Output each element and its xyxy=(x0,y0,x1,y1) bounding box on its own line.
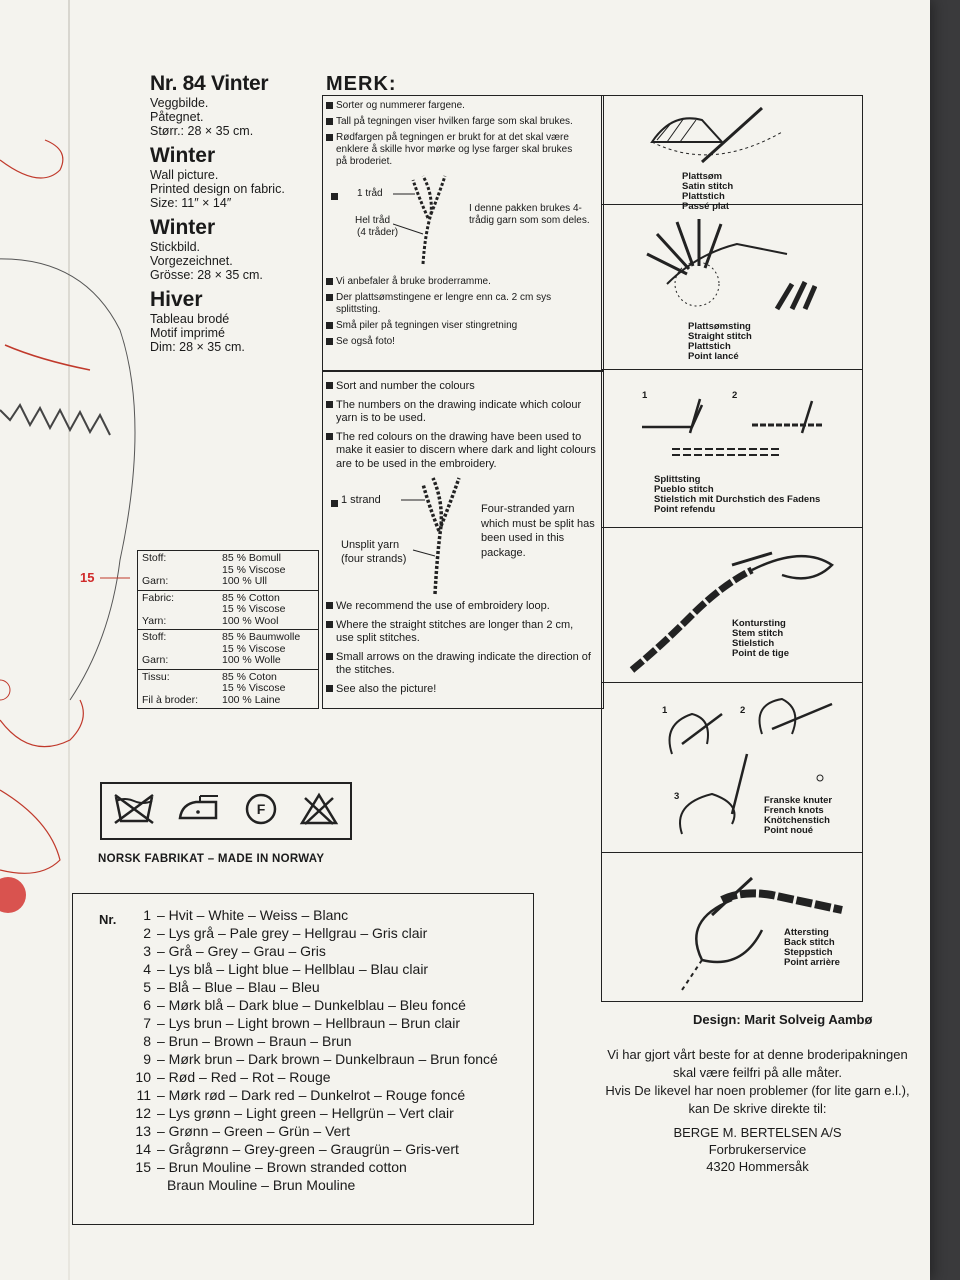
strand-note: I denne pakken brukes 4-trådig garn som som deles. xyxy=(469,203,590,226)
note-item: See also the picture! xyxy=(323,683,603,697)
note-item: We recommend the use of embroidery loop. xyxy=(323,600,603,614)
color-item: 2 – Lys grå – Pale grey – Hellgrau – Gris clair xyxy=(143,925,428,941)
strand-label: (four strands) xyxy=(341,553,407,565)
title-de: Winter xyxy=(150,216,216,239)
title-no-line: Størr.: 28 × 35 cm. xyxy=(150,124,254,138)
title-fr-line: Dim: 28 × 35 cm. xyxy=(150,340,245,354)
drawing-label-15: 15 xyxy=(80,570,95,585)
fabric-value: 85 % Baumwolle xyxy=(222,631,301,643)
strand-label: (4 tråder) xyxy=(357,227,399,238)
note-item: Rødfargen på tegningen er brukt for at det skal være enklere å skille hvor mørke og lyse farger skal brukes på broderiet. xyxy=(323,132,603,168)
notes-divider xyxy=(323,370,603,372)
color-item: 11 – Mørk rød – Dark red – Dunkelrot – Rouge foncé xyxy=(136,1087,466,1103)
title-fr-line: Motif imprimé xyxy=(150,326,226,340)
notes-norwegian-2 xyxy=(323,276,603,352)
fabric-group-de xyxy=(138,630,318,670)
care-symbols xyxy=(100,782,352,840)
title-de-line: Vorgezeichnet. xyxy=(150,254,233,268)
fabric-value: 15 % Viscose xyxy=(222,642,286,655)
stitch-split xyxy=(602,369,862,528)
color-item: 10 – Rød – Red – Rot – Rouge xyxy=(135,1069,331,1085)
svg-text:F: F xyxy=(256,800,266,817)
consumer-note: Vi har gjort vårt beste for at denne broderipakningen skal være feilfri på alle måter. Hvis De likevel har noen problemer (for lite garn e.l.), kan De skrive direkte til: BERGE M. BERTELSEN A/S Forbrukerservice 4320 Hommersåk xyxy=(590,1046,925,1175)
title-en-line: Size: 11″ × 14″ xyxy=(150,196,232,210)
color-item: 1 – Hvit – White – Weiss – Blanc xyxy=(143,907,349,923)
no-bleach-icon xyxy=(299,792,339,831)
title-de-line: Stickbild. xyxy=(150,240,201,254)
title-fr-line: Tableau brodé xyxy=(150,312,230,326)
fabric-value: 15 % Viscose xyxy=(222,563,286,576)
title-en: Winter xyxy=(150,144,216,167)
dry-clean-f-icon xyxy=(244,792,278,831)
no-wash-30-icon xyxy=(113,793,155,830)
company-address: BERGE M. BERTELSEN A/S Forbrukerservice 4320 Hommersåk xyxy=(673,1125,842,1174)
color-legend xyxy=(72,893,534,1225)
fabric-content-table xyxy=(137,550,319,709)
step-number: 2 xyxy=(740,705,746,716)
fabric-label: Tissu: xyxy=(142,670,170,683)
title-no-line: Påtegnet. xyxy=(150,110,204,124)
title-block xyxy=(150,72,325,354)
stitch-stem xyxy=(602,527,862,683)
note-item: The red colours on the drawing have been used to make it easier to discern where dark and light colours are to be used in the embroidery. xyxy=(323,431,603,472)
title-no: Nr. 84 Vinter xyxy=(150,72,269,95)
note-item: Where the straight stitches are longer than 2 cm, use split stitches. xyxy=(323,619,603,646)
fabric-value: 85 % Cotton xyxy=(222,591,280,604)
merk-title: MERK: xyxy=(326,73,397,95)
title-de-line: Grösse: 28 × 35 cm. xyxy=(150,268,263,282)
note-item: Der plattsømstingene er lengre enn ca. 2 cm sys splittsting. xyxy=(323,292,603,316)
color-item: 12 – Lys grønn – Light green – Hellgrün – Vert clair xyxy=(135,1105,454,1121)
fabric-label: Garn: xyxy=(142,654,169,666)
fabric-label: Fabric: xyxy=(142,591,175,604)
stitch-straight xyxy=(602,204,862,370)
stitch-names: Plattsømsting Straight stitch Plattstich Point lancé xyxy=(688,321,752,362)
note-item: Sorter og nummerer fargene. xyxy=(323,100,603,112)
step-number: 1 xyxy=(662,705,668,716)
fabric-group-no xyxy=(138,551,318,591)
fabric-value: 100 % Laine xyxy=(222,693,281,706)
notes-box xyxy=(322,95,604,709)
fabric-value: 85 % Coton xyxy=(222,670,277,683)
title-en-line: Wall picture. xyxy=(150,168,219,182)
stitch-names: Splittsting Pueblo stitch Stielstich mit Durchstich des Fadens Point refendu xyxy=(654,474,821,515)
stitch-names: Franske knuter French knots Knötchenstich Point noué xyxy=(764,795,833,836)
fabric-value: 85 % Bomull xyxy=(222,552,281,564)
stitch-french-knot xyxy=(602,682,862,853)
strand-label: 1 tråd xyxy=(357,188,383,199)
color-item: 6 – Mørk blå – Dark blue – Dunkelblau – Bleu foncé xyxy=(143,997,466,1013)
notes-norwegian xyxy=(323,100,603,172)
fabric-label: Yarn: xyxy=(142,614,167,627)
note-bullet xyxy=(331,500,338,507)
stitch-guide xyxy=(601,95,863,1002)
split-stitch-icon xyxy=(632,397,832,467)
notes-english-2 xyxy=(323,600,603,701)
note-item: Se også foto! xyxy=(323,336,603,348)
color-item: 4 – Lys blå – Light blue – Hellblau – Blau clair xyxy=(143,961,429,977)
color-legend-nr: Nr. xyxy=(99,912,117,927)
designer-credit: Design: Marit Solveig Aambø xyxy=(693,1012,873,1027)
fabric-value: 15 % Viscose xyxy=(222,603,286,615)
note-item: Sort and number the colours xyxy=(323,380,603,394)
step-number: 3 xyxy=(674,791,680,802)
step-number: 1 xyxy=(642,390,648,401)
fabric-value: 100 % Wolle xyxy=(222,654,281,666)
fabric-value: 100 % Wool xyxy=(222,614,279,627)
fabric-group-fr xyxy=(138,670,318,709)
title-en-line: Printed design on fabric. xyxy=(150,182,285,196)
note-item: Små piler på tegningen viser stingretning xyxy=(323,320,603,332)
made-in-norway: NORSK FABRIKAT – MADE IN NORWAY xyxy=(98,853,325,865)
fabric-label: Stoff: xyxy=(142,631,167,643)
fabric-group-en xyxy=(138,591,318,631)
color-item: 5 – Blå – Blue – Blau – Bleu xyxy=(143,979,320,995)
stitch-names: Kontursting Stem stitch Stielstich Point de tige xyxy=(732,618,789,659)
color-list xyxy=(129,906,498,1194)
yarn-strand-icon xyxy=(393,174,463,266)
color-item: 7 – Lys brun – Light brown – Hellbraun – Brun clair xyxy=(143,1015,460,1031)
color-item: 15 – Brun Mouline – Brown stranded cotton xyxy=(135,1159,407,1175)
strand-note: Four-stranded yarn which must be split has been used in this package. xyxy=(481,503,595,559)
strand-label: Unsplit yarn xyxy=(341,539,400,551)
stitch-names: Plattsøm Satin stitch Plattstich Passé plat xyxy=(682,171,734,212)
fabric-value: 100 % Ull xyxy=(222,575,267,587)
notes-english xyxy=(323,380,603,476)
color-item: 13 – Grønn – Green – Grün – Vert xyxy=(135,1123,350,1139)
color-item: Braun Mouline – Brun Mouline xyxy=(167,1177,356,1193)
stitch-back xyxy=(602,852,862,1001)
stitch-satin xyxy=(602,96,862,212)
strand-label: Hel tråd xyxy=(355,215,391,226)
iron-icon xyxy=(176,794,222,829)
step-number: 2 xyxy=(732,390,738,401)
color-item: 8 – Brun – Brown – Braun – Brun xyxy=(143,1033,352,1049)
note-item: Small arrows on the drawing indicate the direction of the stitches. xyxy=(323,651,603,678)
strand-label: 1 strand xyxy=(341,494,381,506)
color-item: 9 – Mørk brun – Dark brown – Dunkelbraun – Brun foncé xyxy=(143,1051,498,1067)
color-item: 3 – Grå – Grey – Grau – Gris xyxy=(143,943,326,959)
note-item: The numbers on the drawing indicate which colour yarn is to be used. xyxy=(323,399,603,426)
stitch-names: Attersting Back stitch Steppstich Point arrière xyxy=(784,927,840,968)
title-fr: Hiver xyxy=(150,288,203,311)
straight-stitch-icon xyxy=(627,214,817,319)
yarn-strand-icon xyxy=(401,476,481,596)
fabric-value: 15 % Viscose xyxy=(222,682,286,694)
fabric-label: Stoff: xyxy=(142,552,167,564)
note-item: Vi anbefaler å bruke broderramme. xyxy=(323,276,603,288)
title-no-line: Veggbilde. xyxy=(150,96,209,110)
note-bullet xyxy=(331,193,338,200)
fabric-label: Garn: xyxy=(142,575,169,587)
fabric-label: Fil à broder: xyxy=(142,693,199,706)
satin-stitch-icon xyxy=(632,102,792,172)
color-item: 14 – Grågrønn – Grey-green – Graugrün – Gris-vert xyxy=(135,1141,459,1157)
note-item: Tall på tegningen viser hvilken farge som skal brukes. xyxy=(323,116,603,128)
